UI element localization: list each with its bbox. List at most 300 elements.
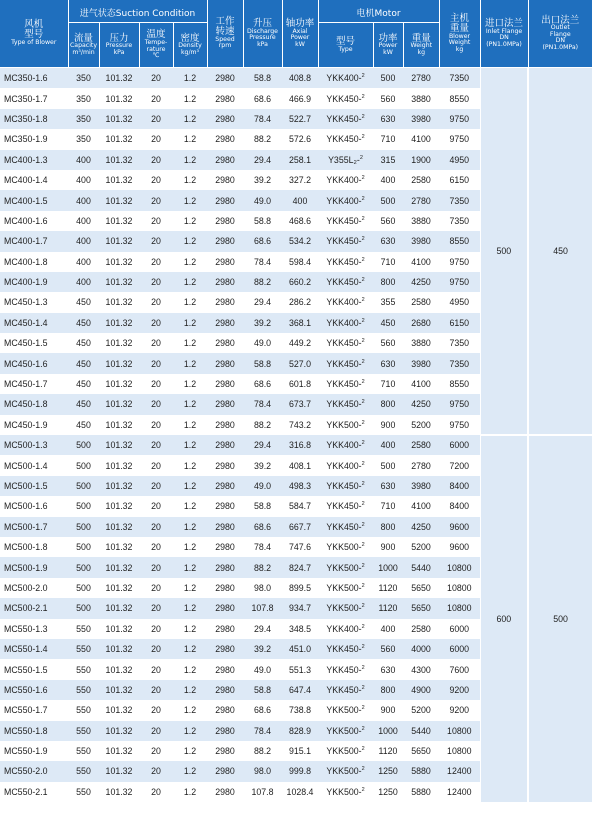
cell-motor-type: YKK450-$^2$	[318, 333, 373, 353]
cell-capacity: 500	[68, 435, 99, 455]
cell-motor-weight: 3980	[403, 476, 439, 496]
cell-temperature: 20	[139, 211, 173, 231]
cell-motor-power: 710	[373, 496, 403, 516]
cell-density: 1.2	[173, 374, 207, 394]
header-motor-type: 型号 Type	[318, 23, 373, 68]
cell-motor-power: 710	[373, 252, 403, 272]
cell-pressure: 101.32	[99, 782, 139, 802]
cell-motor-weight: 4250	[403, 272, 439, 292]
cell-discharge-pressure: 68.6	[243, 517, 282, 537]
cell-model: MC500-1.4	[0, 455, 68, 475]
cell-motor-weight: 3880	[403, 211, 439, 231]
cell-speed: 2980	[207, 455, 243, 475]
cell-speed: 2980	[207, 517, 243, 537]
cell-axial-power: 999.8	[282, 761, 318, 781]
cell-density: 1.2	[173, 782, 207, 802]
cell-motor-power: 1120	[373, 741, 403, 761]
cell-temperature: 20	[139, 190, 173, 210]
cell-model: MC500-1.5	[0, 476, 68, 496]
cell-density: 1.2	[173, 700, 207, 720]
cell-model: MC450-1.5	[0, 333, 68, 353]
cell-temperature: 20	[139, 598, 173, 618]
cell-model: MC450-1.3	[0, 292, 68, 312]
cell-capacity: 450	[68, 353, 99, 373]
cell-blower-weight: 6000	[439, 435, 480, 455]
cell-axial-power: 286.2	[282, 292, 318, 312]
cell-discharge-pressure: 58.8	[243, 680, 282, 700]
cell-pressure: 101.32	[99, 272, 139, 292]
cell-temperature: 20	[139, 659, 173, 679]
cell-model: MC350-1.8	[0, 109, 68, 129]
cell-capacity: 550	[68, 721, 99, 741]
cell-blower-weight: 8550	[439, 374, 480, 394]
cell-discharge-pressure: 39.2	[243, 170, 282, 190]
cell-temperature: 20	[139, 313, 173, 333]
cell-blower-weight: 8400	[439, 496, 480, 516]
cell-blower-weight: 7200	[439, 455, 480, 475]
cell-motor-type: YKK450-$^2$	[318, 639, 373, 659]
cell-motor-weight: 4900	[403, 680, 439, 700]
cell-axial-power: 522.7	[282, 109, 318, 129]
cell-motor-power: 355	[373, 292, 403, 312]
cell-blower-weight: 7350	[439, 190, 480, 210]
cell-motor-power: 800	[373, 680, 403, 700]
cell-model: MC450-1.8	[0, 394, 68, 414]
cell-density: 1.2	[173, 272, 207, 292]
cell-density: 1.2	[173, 741, 207, 761]
cell-axial-power: 449.2	[282, 333, 318, 353]
cell-discharge-pressure: 49.0	[243, 190, 282, 210]
cell-model: MC550-1.3	[0, 619, 68, 639]
cell-temperature: 20	[139, 741, 173, 761]
cell-speed: 2980	[207, 741, 243, 761]
cell-motor-type: YKK450-$^2$	[318, 496, 373, 516]
cell-capacity: 500	[68, 557, 99, 577]
cell-model: MC400-1.5	[0, 190, 68, 210]
cell-model: MC400-1.4	[0, 170, 68, 190]
cell-speed: 2980	[207, 109, 243, 129]
cell-model: MC350-1.6	[0, 68, 68, 89]
cell-discharge-pressure: 78.4	[243, 109, 282, 129]
cell-motor-power: 1120	[373, 598, 403, 618]
cell-discharge-pressure: 49.0	[243, 476, 282, 496]
cell-temperature: 20	[139, 721, 173, 741]
header-outlet-flange: 出口法兰 Outlet Flange DN (PN1.0MPa)	[528, 0, 592, 68]
cell-blower-weight: 10800	[439, 578, 480, 598]
cell-speed: 2980	[207, 313, 243, 333]
cell-model: MC500-1.8	[0, 537, 68, 557]
cell-temperature: 20	[139, 517, 173, 537]
cell-discharge-pressure: 98.0	[243, 578, 282, 598]
cell-discharge-pressure: 88.2	[243, 557, 282, 577]
cell-discharge-pressure: 49.0	[243, 659, 282, 679]
cell-pressure: 101.32	[99, 598, 139, 618]
cell-blower-weight: 12400	[439, 761, 480, 781]
header-density: 密度 Density kg/m³	[173, 23, 207, 68]
cell-density: 1.2	[173, 435, 207, 455]
cell-motor-type: YKK450-$^2$	[318, 394, 373, 414]
cell-temperature: 20	[139, 455, 173, 475]
cell-density: 1.2	[173, 394, 207, 414]
cell-motor-power: 400	[373, 170, 403, 190]
cell-outlet-flange: 450	[528, 68, 592, 436]
cell-pressure: 101.32	[99, 231, 139, 251]
cell-motor-type: YKK450-$^2$	[318, 374, 373, 394]
cell-blower-weight: 8550	[439, 88, 480, 108]
cell-temperature: 20	[139, 272, 173, 292]
cell-motor-power: 1000	[373, 557, 403, 577]
cell-capacity: 500	[68, 455, 99, 475]
cell-density: 1.2	[173, 68, 207, 89]
cell-model: MC550-1.7	[0, 700, 68, 720]
cell-motor-weight: 3980	[403, 353, 439, 373]
cell-temperature: 20	[139, 415, 173, 435]
cell-pressure: 101.32	[99, 659, 139, 679]
cell-speed: 2980	[207, 537, 243, 557]
header-blower-weight: 主机 重量 Blower Weight kg	[439, 0, 480, 68]
cell-motor-power: 400	[373, 435, 403, 455]
cell-motor-type: YKK400-$^2$	[318, 68, 373, 89]
cell-temperature: 20	[139, 476, 173, 496]
cell-blower-weight: 6150	[439, 170, 480, 190]
cell-motor-power: 630	[373, 353, 403, 373]
cell-speed: 2980	[207, 394, 243, 414]
cell-blower-weight: 8400	[439, 476, 480, 496]
cell-model: MC400-1.7	[0, 231, 68, 251]
cell-motor-power: 710	[373, 129, 403, 149]
cell-motor-weight: 4100	[403, 496, 439, 516]
cell-speed: 2980	[207, 150, 243, 170]
cell-motor-type: YKK500-$^2$	[318, 578, 373, 598]
cell-capacity: 500	[68, 578, 99, 598]
cell-model: MC550-2.0	[0, 761, 68, 781]
cell-discharge-pressure: 88.2	[243, 272, 282, 292]
cell-axial-power: 673.7	[282, 394, 318, 414]
cell-motor-power: 560	[373, 639, 403, 659]
header-suction-condition: 进气状态Suction Condition	[68, 0, 207, 23]
header-discharge-pressure: 升压 Discharge Pressure kPa	[243, 0, 282, 68]
cell-discharge-pressure: 68.6	[243, 374, 282, 394]
cell-motor-type: YKK500-$^2$	[318, 721, 373, 741]
cell-motor-weight: 5650	[403, 578, 439, 598]
cell-discharge-pressure: 78.4	[243, 394, 282, 414]
cell-motor-weight: 3880	[403, 88, 439, 108]
cell-motor-weight: 5880	[403, 782, 439, 802]
cell-model: MC500-2.1	[0, 598, 68, 618]
cell-pressure: 101.32	[99, 150, 139, 170]
cell-blower-weight: 9750	[439, 109, 480, 129]
cell-density: 1.2	[173, 496, 207, 516]
cell-motor-weight: 2780	[403, 455, 439, 475]
cell-motor-power: 1250	[373, 761, 403, 781]
cell-model: MC450-1.7	[0, 374, 68, 394]
cell-density: 1.2	[173, 313, 207, 333]
cell-capacity: 450	[68, 374, 99, 394]
cell-motor-power: 630	[373, 659, 403, 679]
cell-blower-weight: 12400	[439, 782, 480, 802]
cell-capacity: 450	[68, 333, 99, 353]
cell-capacity: 350	[68, 109, 99, 129]
cell-axial-power: 534.2	[282, 231, 318, 251]
cell-density: 1.2	[173, 680, 207, 700]
cell-speed: 2980	[207, 415, 243, 435]
cell-pressure: 101.32	[99, 88, 139, 108]
cell-model: MC550-1.5	[0, 659, 68, 679]
cell-blower-weight: 7350	[439, 211, 480, 231]
cell-temperature: 20	[139, 333, 173, 353]
cell-model: MC350-1.7	[0, 88, 68, 108]
cell-motor-type: YKK450-$^2$	[318, 517, 373, 537]
cell-outlet-flange: 500	[528, 435, 592, 802]
cell-capacity: 500	[68, 476, 99, 496]
cell-speed: 2980	[207, 435, 243, 455]
table-row	[0, 68, 592, 89]
cell-density: 1.2	[173, 761, 207, 781]
cell-axial-power: 647.4	[282, 680, 318, 700]
cell-density: 1.2	[173, 129, 207, 149]
cell-inlet-flange: 500	[480, 68, 528, 436]
cell-motor-type: YKK400-$^2$	[318, 435, 373, 455]
cell-motor-weight: 5440	[403, 557, 439, 577]
cell-motor-weight: 5440	[403, 721, 439, 741]
cell-pressure: 101.32	[99, 129, 139, 149]
cell-axial-power: 899.5	[282, 578, 318, 598]
cell-speed: 2980	[207, 353, 243, 373]
cell-motor-type: YKK450-$^2$	[318, 88, 373, 108]
header-inlet-flange: 进口法兰 Inlet Flange DN (PN1.0MPa)	[480, 0, 528, 68]
cell-blower-weight: 10800	[439, 598, 480, 618]
cell-speed: 2980	[207, 782, 243, 802]
cell-pressure: 101.32	[99, 190, 139, 210]
cell-motor-type: YKK450-$^2$	[318, 476, 373, 496]
header-temperature: 温度 Tempe- rature ℃	[139, 23, 173, 68]
cell-discharge-pressure: 29.4	[243, 150, 282, 170]
cell-motor-type: YKK400-$^2$	[318, 292, 373, 312]
cell-motor-power: 450	[373, 313, 403, 333]
cell-motor-weight: 5650	[403, 741, 439, 761]
cell-model: MC350-1.9	[0, 129, 68, 149]
cell-discharge-pressure: 68.6	[243, 231, 282, 251]
cell-pressure: 101.32	[99, 680, 139, 700]
cell-discharge-pressure: 58.8	[243, 353, 282, 373]
cell-motor-power: 630	[373, 231, 403, 251]
cell-axial-power: 316.8	[282, 435, 318, 455]
cell-capacity: 350	[68, 129, 99, 149]
cell-motor-type: YKK450-$^2$	[318, 129, 373, 149]
cell-model: MC500-1.6	[0, 496, 68, 516]
cell-pressure: 101.32	[99, 476, 139, 496]
cell-blower-weight: 4950	[439, 150, 480, 170]
cell-capacity: 400	[68, 211, 99, 231]
cell-capacity: 350	[68, 68, 99, 89]
cell-blower-weight: 7350	[439, 68, 480, 89]
cell-temperature: 20	[139, 700, 173, 720]
cell-motor-type: YKK500-$^2$	[318, 700, 373, 720]
cell-density: 1.2	[173, 170, 207, 190]
cell-capacity: 550	[68, 639, 99, 659]
header-axial-power: 轴功率 Axial Power kW	[282, 0, 318, 68]
cell-pressure: 101.32	[99, 415, 139, 435]
header-pressure: 压力 Pressure kPa	[99, 23, 139, 68]
cell-axial-power: 934.7	[282, 598, 318, 618]
cell-axial-power: 747.6	[282, 537, 318, 557]
cell-temperature: 20	[139, 435, 173, 455]
cell-temperature: 20	[139, 170, 173, 190]
cell-speed: 2980	[207, 333, 243, 353]
cell-motor-weight: 5200	[403, 537, 439, 557]
cell-model: MC450-1.4	[0, 313, 68, 333]
cell-motor-type: YKK450-$^2$	[318, 353, 373, 373]
cell-density: 1.2	[173, 517, 207, 537]
cell-pressure: 101.32	[99, 435, 139, 455]
cell-axial-power: 451.0	[282, 639, 318, 659]
cell-speed: 2980	[207, 598, 243, 618]
cell-pressure: 101.32	[99, 109, 139, 129]
cell-motor-weight: 5880	[403, 761, 439, 781]
cell-pressure: 101.32	[99, 353, 139, 373]
cell-discharge-pressure: 29.4	[243, 292, 282, 312]
cell-model: MC550-2.1	[0, 782, 68, 802]
cell-axial-power: 584.7	[282, 496, 318, 516]
cell-motor-power: 900	[373, 415, 403, 435]
cell-density: 1.2	[173, 721, 207, 741]
cell-blower-weight: 6000	[439, 639, 480, 659]
cell-pressure: 101.32	[99, 537, 139, 557]
cell-motor-power: 1250	[373, 782, 403, 802]
cell-axial-power: 1028.4	[282, 782, 318, 802]
cell-axial-power: 400	[282, 190, 318, 210]
cell-motor-weight: 2680	[403, 313, 439, 333]
cell-speed: 2980	[207, 88, 243, 108]
cell-model: MC550-1.6	[0, 680, 68, 700]
cell-pressure: 101.32	[99, 170, 139, 190]
cell-discharge-pressure: 58.8	[243, 496, 282, 516]
cell-capacity: 400	[68, 272, 99, 292]
cell-density: 1.2	[173, 231, 207, 251]
cell-capacity: 550	[68, 700, 99, 720]
cell-inlet-flange: 600	[480, 435, 528, 802]
cell-motor-weight: 1900	[403, 150, 439, 170]
cell-motor-type: YKK400-$^2$	[318, 455, 373, 475]
cell-blower-weight: 9200	[439, 700, 480, 720]
cell-discharge-pressure: 68.6	[243, 88, 282, 108]
cell-capacity: 550	[68, 680, 99, 700]
cell-motor-power: 560	[373, 211, 403, 231]
cell-pressure: 101.32	[99, 619, 139, 639]
cell-model: MC550-1.9	[0, 741, 68, 761]
table-header	[0, 0, 592, 68]
cell-speed: 2980	[207, 680, 243, 700]
cell-motor-type: YKK500-$^2$	[318, 598, 373, 618]
cell-density: 1.2	[173, 150, 207, 170]
cell-pressure: 101.32	[99, 211, 139, 231]
cell-motor-type: YKK450-$^2$	[318, 211, 373, 231]
cell-discharge-pressure: 29.4	[243, 435, 282, 455]
cell-motor-power: 500	[373, 190, 403, 210]
cell-capacity: 450	[68, 313, 99, 333]
cell-speed: 2980	[207, 129, 243, 149]
cell-capacity: 500	[68, 598, 99, 618]
cell-motor-weight: 5650	[403, 598, 439, 618]
cell-speed: 2980	[207, 721, 243, 741]
cell-speed: 2980	[207, 190, 243, 210]
cell-axial-power: 660.2	[282, 272, 318, 292]
table-body	[0, 68, 592, 803]
cell-pressure: 101.32	[99, 374, 139, 394]
cell-motor-type: YKK500-$^2$	[318, 415, 373, 435]
cell-density: 1.2	[173, 190, 207, 210]
cell-capacity: 450	[68, 292, 99, 312]
cell-pressure: 101.32	[99, 313, 139, 333]
cell-density: 1.2	[173, 659, 207, 679]
cell-blower-weight: 6000	[439, 619, 480, 639]
cell-speed: 2980	[207, 557, 243, 577]
cell-blower-weight: 4950	[439, 292, 480, 312]
cell-motor-power: 630	[373, 476, 403, 496]
cell-capacity: 500	[68, 517, 99, 537]
cell-model: MC400-1.3	[0, 150, 68, 170]
cell-temperature: 20	[139, 496, 173, 516]
cell-motor-power: 710	[373, 374, 403, 394]
cell-axial-power: 368.1	[282, 313, 318, 333]
cell-motor-weight: 4100	[403, 252, 439, 272]
cell-motor-type: YKK450-$^2$	[318, 659, 373, 679]
cell-motor-type: YKK450-$^2$	[318, 231, 373, 251]
cell-motor-power: 800	[373, 394, 403, 414]
cell-motor-power: 630	[373, 109, 403, 129]
cell-temperature: 20	[139, 782, 173, 802]
cell-pressure: 101.32	[99, 333, 139, 353]
cell-model: MC500-1.9	[0, 557, 68, 577]
cell-pressure: 101.32	[99, 557, 139, 577]
cell-motor-weight: 2580	[403, 292, 439, 312]
cell-motor-weight: 3980	[403, 231, 439, 251]
cell-discharge-pressure: 107.8	[243, 598, 282, 618]
table-row	[0, 435, 592, 455]
cell-motor-type: YKK450-$^2$	[318, 272, 373, 292]
cell-blower-weight: 9200	[439, 680, 480, 700]
cell-blower-weight: 10800	[439, 721, 480, 741]
cell-temperature: 20	[139, 537, 173, 557]
cell-discharge-pressure: 88.2	[243, 129, 282, 149]
cell-capacity: 500	[68, 537, 99, 557]
cell-blower-weight: 7600	[439, 659, 480, 679]
cell-density: 1.2	[173, 353, 207, 373]
cell-axial-power: 527.0	[282, 353, 318, 373]
cell-discharge-pressure: 98.0	[243, 761, 282, 781]
cell-discharge-pressure: 78.4	[243, 537, 282, 557]
cell-motor-type: YKK500-$^2$	[318, 761, 373, 781]
cell-model: MC400-1.6	[0, 211, 68, 231]
cell-capacity: 350	[68, 88, 99, 108]
cell-density: 1.2	[173, 333, 207, 353]
cell-axial-power: 408.1	[282, 455, 318, 475]
cell-temperature: 20	[139, 129, 173, 149]
cell-model: MC500-1.3	[0, 435, 68, 455]
cell-axial-power: 258.1	[282, 150, 318, 170]
cell-pressure: 101.32	[99, 68, 139, 89]
cell-discharge-pressure: 78.4	[243, 252, 282, 272]
cell-motor-weight: 2780	[403, 190, 439, 210]
cell-temperature: 20	[139, 394, 173, 414]
cell-capacity: 550	[68, 761, 99, 781]
cell-motor-power: 1000	[373, 721, 403, 741]
cell-axial-power: 915.1	[282, 741, 318, 761]
cell-axial-power: 601.8	[282, 374, 318, 394]
cell-speed: 2980	[207, 170, 243, 190]
cell-temperature: 20	[139, 109, 173, 129]
cell-motor-type: YKK400-$^2$	[318, 313, 373, 333]
